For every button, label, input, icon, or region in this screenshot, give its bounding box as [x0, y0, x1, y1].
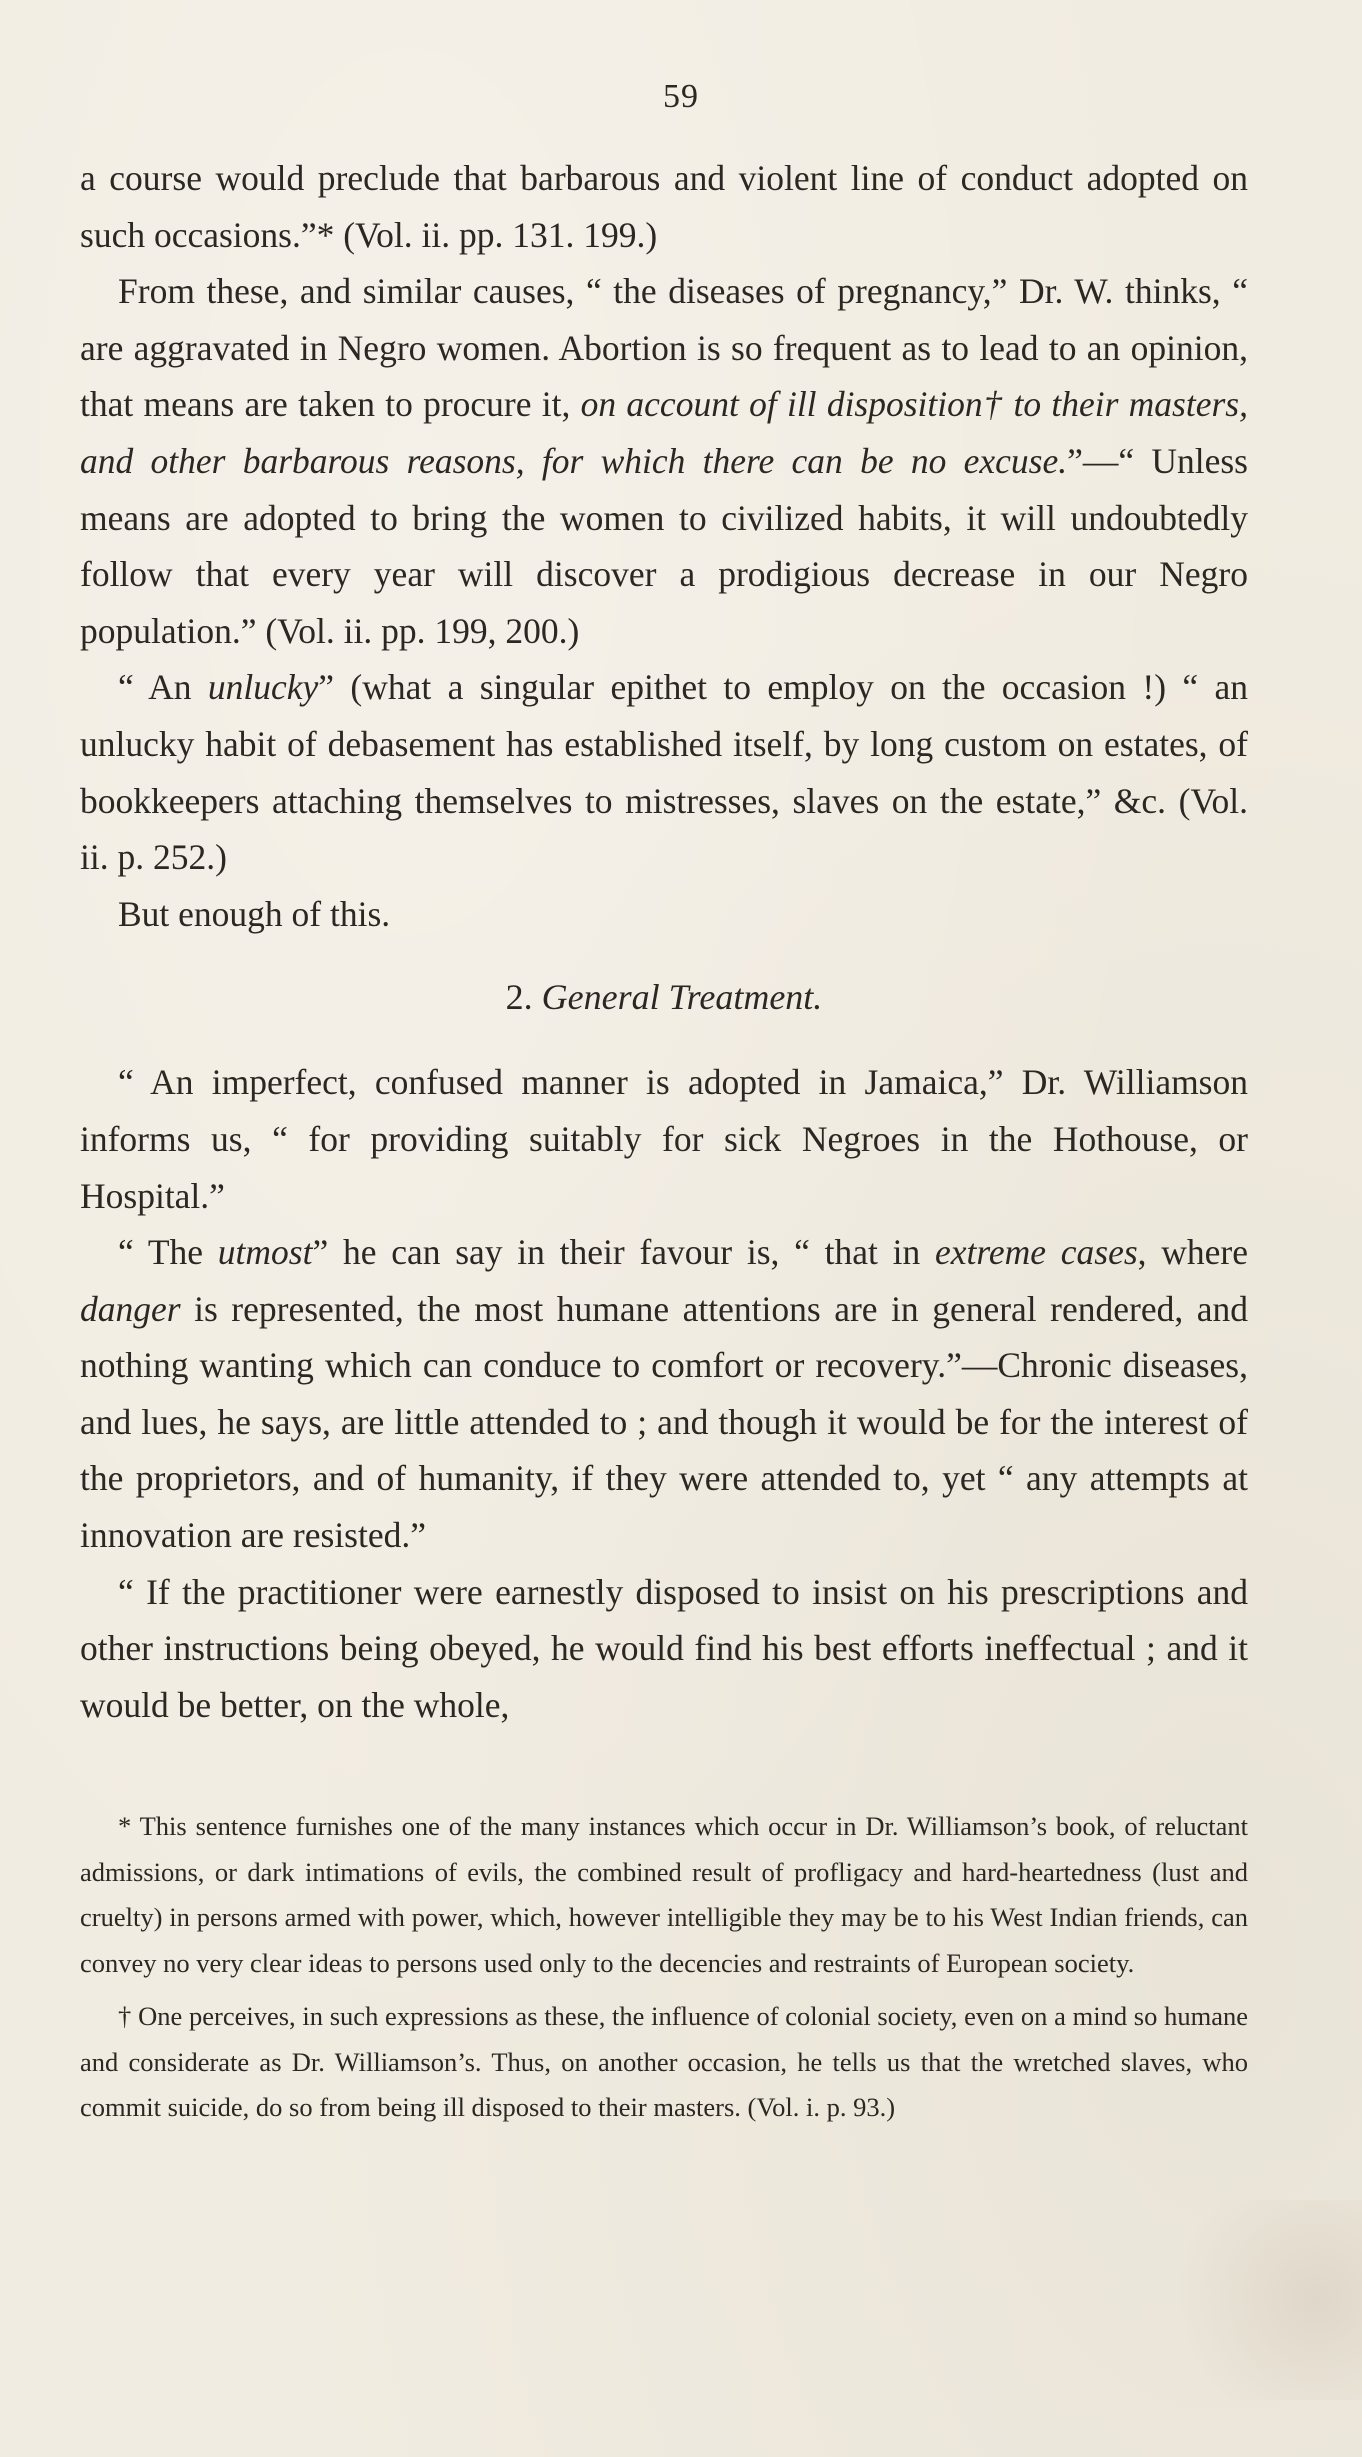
italic-text: unlucky [207, 667, 319, 708]
italic-text: on account of ill disposition† to their masters, and other barbarous reasons, for which there can be no excuse. [80, 384, 1248, 481]
text-run: “ If the practitioner were earnestly disposed to insist on his prescriptions and other instructions being obeyed, he would find his best efforts ineffectual ; and it would be better, on the whole, [80, 1571, 1248, 1725]
text-run: “ The [118, 1232, 218, 1273]
italic-text: danger [80, 1288, 181, 1329]
paragraph [80, 263, 1248, 659]
footnote [80, 1804, 1248, 1986]
text-run: a course would preclude that barbarous and violent line of conduct adopted on such occasions.”* (Vol. ii. pp. 131. 199.) [80, 158, 1248, 255]
paragraph [80, 1564, 1248, 1734]
text-run: * This sentence furnishes one of the many instances which occur in Dr. Williamson’s book, of reluctant admissions, or dark intimations of evils, the combined result of profligacy and hard-heartedness (lust and cruelty) in persons armed with power, which, however intelligible they may be to his West Indian friends, can convey no very clear ideas to persons used only to the decencies and restraints of European society. [80, 1811, 1248, 1978]
section-heading [80, 972, 1248, 1022]
main-text [80, 150, 1248, 1733]
italic-text: utmost [217, 1232, 313, 1273]
text-run: is represented, the most humane attentions are in general rendered, and nothing wanting which can conduce to comfort or recovery.”—Chronic diseases, and lues, he says, are little attended to ; and though it would be for the interest of the proprietors, and of humanity, if they were attended to, yet “ any attempts at innovation are resisted.” [80, 1288, 1248, 1556]
text-run: From these, and similar causes, “ the diseases of pregnancy,” Dr. W. thinks, “ are aggravated in Negro women. Abortion is so frequent as to lead to an opinion, that means are taken to procure it, [80, 271, 1248, 425]
text-run: But enough of this. [118, 893, 391, 934]
paragraphs-before-heading [80, 150, 1248, 942]
footnote [80, 1994, 1248, 2131]
text-run: ”—“ Unless means are adopted to bring the women to civilized habits, it will undoubtedly follow that every year will discover a prodigious decrease in our Negro population.” (Vol. ii. pp. 199, 200.) [80, 440, 1248, 651]
italic-text: extreme cases [934, 1232, 1138, 1273]
text-run: ” he can say in their favour is, “ that in [312, 1232, 935, 1273]
text-run: † One perceives, in such expressions as these, the influence of colonial society, even on a mind so humane and considerate as Dr. Williamson’s. Thus, on another occasion, he tells us that the wretched slaves, who commit suicide, do so from being ill disposed to their masters. (Vol. i. p. 93.) [80, 2001, 1248, 2122]
text-run: “ An imperfect, confused manner is adopted in Jamaica,” Dr. Williamson informs us, “ for providing suitably for sick Negroes in the Hothouse, or Hospital.” [80, 1062, 1248, 1216]
text-run: ” (what a singular epithet to employ on the occasion !) “ an unlucky habit of debasement has established itself, by long custom on estates, of bookkeepers attaching themselves to mistresses, slaves on the estate,” &c. (Vol. ii. p. 252.) [80, 667, 1248, 878]
page-number: 59 [663, 78, 699, 115]
section-number: 2. [505, 977, 533, 1018]
paper-stain [1142, 2200, 1362, 2400]
footnotes [80, 1804, 1248, 2131]
paragraphs-after-heading [80, 1054, 1248, 1733]
paragraph [80, 1224, 1248, 1564]
paragraph [80, 659, 1248, 885]
paragraph [80, 886, 1248, 943]
text-run: , where [1137, 1232, 1248, 1273]
paragraph [80, 150, 1248, 263]
paragraph [80, 1054, 1248, 1224]
text-run: “ An [118, 667, 208, 708]
section-title: General Treatment. [541, 977, 823, 1018]
